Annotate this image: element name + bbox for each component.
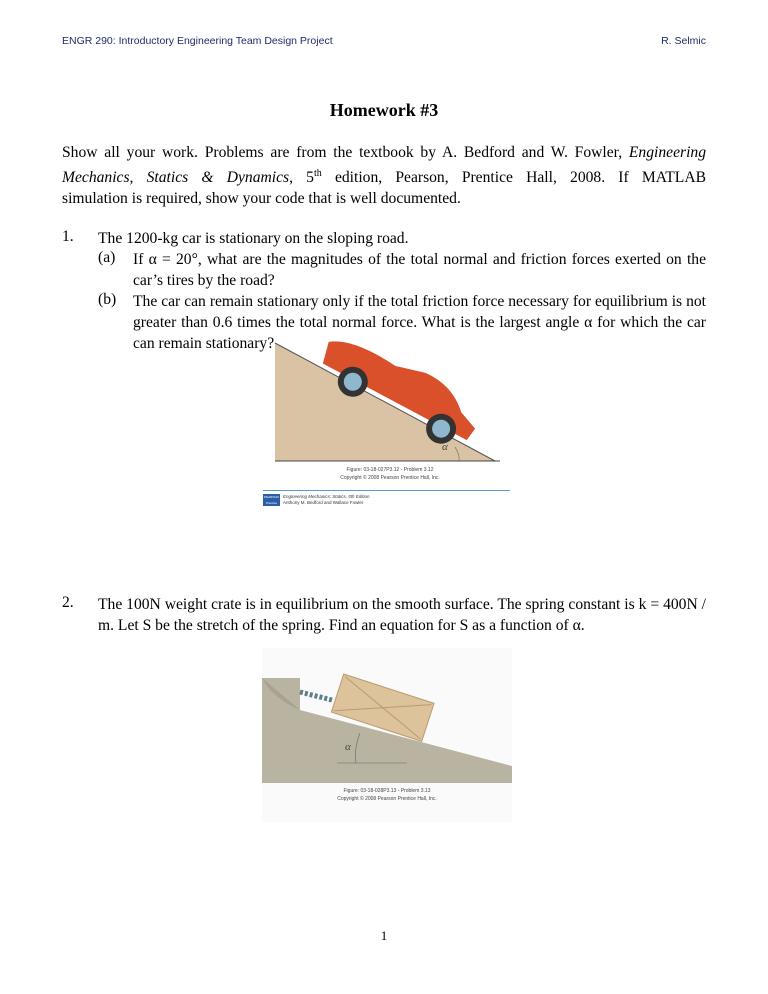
- intro-text: simulation is required, show your code that is well documented.: [62, 190, 461, 208]
- problem-number: 1.: [62, 228, 74, 245]
- car-figure: [264, 337, 510, 517]
- intro-book: Mechanics, Statics & Dynamics: [62, 169, 290, 187]
- crate-on-slope-image: [262, 648, 512, 783]
- crate-figure: [262, 648, 512, 822]
- intro-text: , 5: [289, 169, 314, 187]
- problem-number: 2.: [62, 594, 74, 611]
- part-label: (a): [98, 249, 116, 266]
- part-label: (b): [98, 291, 117, 308]
- header-course: ENGR 290: Introductory Engineering Team Design Project: [62, 35, 333, 47]
- page-title: Homework #3: [329, 100, 439, 120]
- figure-copyright: Copyright © 2008 Pearson Prentice Hall, Inc.: [337, 796, 437, 802]
- intro-text: edition, Pearson, Prentice Hall, 2008. If MATLAB: [321, 169, 706, 187]
- intro-book: Engineering: [628, 144, 706, 161]
- intro-paragraph: [62, 142, 706, 209]
- car-on-slope-image: [270, 337, 510, 487]
- problem-text: The 100N weight crate is in equilibrium on the smooth surface. The spring constant is k = 400N / m. Let S be the stretch of the spring. Find an equation for S as a function of α.: [98, 596, 706, 634]
- alpha-label: α: [442, 441, 448, 453]
- header-author: R. Selmic: [661, 35, 706, 47]
- figure-copyright: Copyright © 2008 Pearson Prentice Hall, Inc.: [340, 475, 440, 481]
- part-text: The car can remain stationary only if the total friction force necessary for equilibrium is not greater than 0.6 times the total normal force. What is the largest angle α for which the car can remain stationary?: [133, 293, 706, 352]
- publisher-logo: PEARSON Prentice: [264, 495, 279, 505]
- part-text: If α = 20°, what are the magnitudes of the total normal and friction forces exerted on the car’s tires by the road?: [133, 251, 706, 289]
- problem-text: The 1200-kg car is stationary on the sloping road.: [98, 230, 409, 247]
- intro-text: Show all your work. Problems are from the textbook by A. Bedford and W. Fowler,: [62, 144, 629, 161]
- figure-caption: Figure: 03-18-028P3.13 - Problem 3.13: [343, 788, 431, 794]
- divider: [263, 490, 510, 491]
- figure-caption: Figure: 03-18-027P3.12 - Problem 3.12: [346, 467, 434, 473]
- alpha-label: α: [345, 741, 351, 753]
- page-number: 1: [380, 928, 388, 943]
- intro-sup: th: [313, 168, 322, 179]
- book-info: Engineering Mechanics: Statics, 5th Edition Anthony M. Bedford and Wallace Fowler: [283, 494, 370, 505]
